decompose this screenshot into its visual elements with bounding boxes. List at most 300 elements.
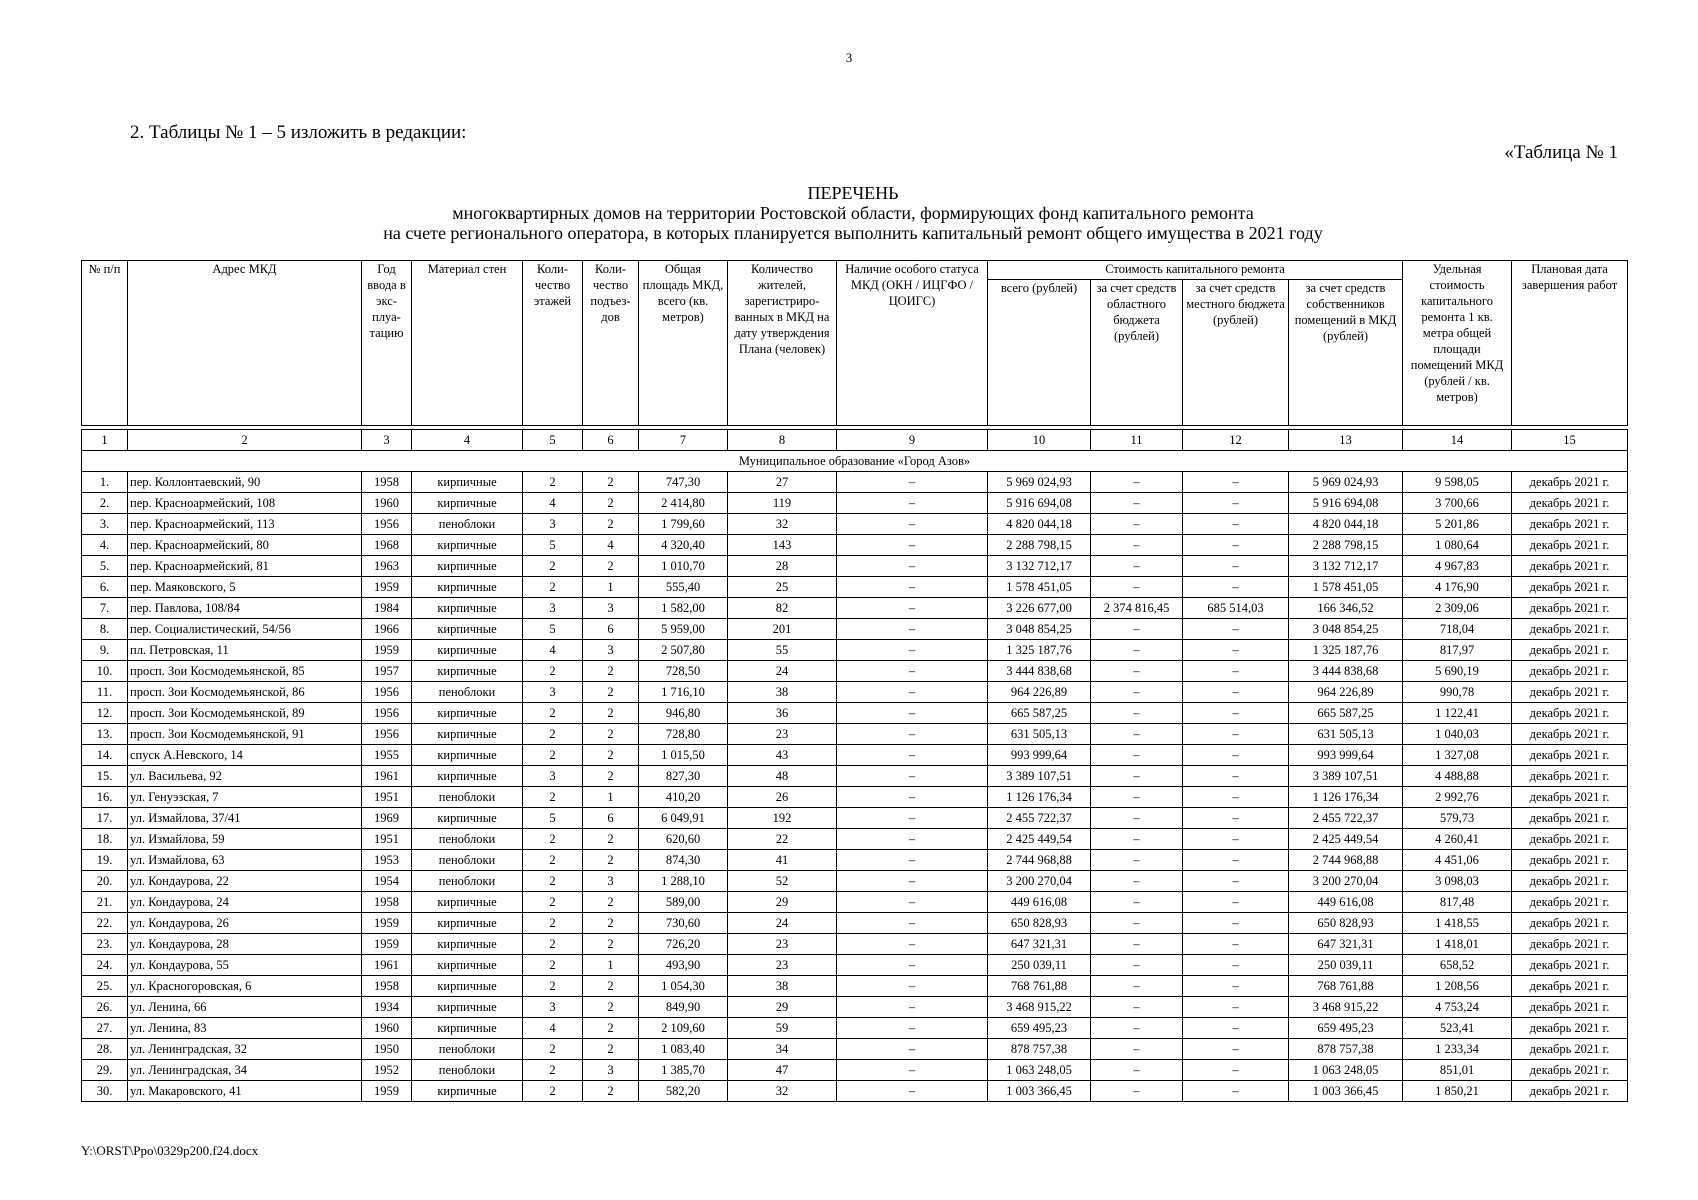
cell-residents: 25 [728,577,837,598]
cell-planned-date: декабрь 2021 г. [1512,913,1628,934]
cell-row-number: 5. [82,556,128,577]
cell-floors: 2 [523,703,583,724]
cell-total-area: 1 799,60 [639,514,728,535]
cell-year-built: 1954 [362,871,412,892]
cell-cost-owners: 2 744 968,88 [1289,850,1403,871]
cell-cost-total: 1 003 366,45 [988,1081,1091,1102]
cell-planned-date: декабрь 2021 г. [1512,640,1628,661]
cell-floors: 3 [523,598,583,619]
cell-cost-local: – [1183,556,1289,577]
cell-year-built: 1963 [362,556,412,577]
cell-entrances: 4 [583,535,639,556]
cell-residents: 201 [728,619,837,640]
cell-cost-local: – [1183,661,1289,682]
cell-year-built: 1959 [362,913,412,934]
cell-wall-material: кирпичные [412,640,523,661]
table-row [82,1081,1628,1102]
cell-planned-date: декабрь 2021 г. [1512,892,1628,913]
header-planned-date: Плановая дата завершения работ [1512,261,1628,426]
cell-wall-material: пеноблоки [412,1039,523,1060]
cell-cost-regional: – [1091,997,1183,1018]
cell-special-status: – [837,724,988,745]
cell-row-number: 7. [82,598,128,619]
cell-cost-total: 3 468 915,22 [988,997,1091,1018]
cell-year-built: 1961 [362,955,412,976]
cell-entrances: 3 [583,598,639,619]
cell-planned-date: декабрь 2021 г. [1512,787,1628,808]
cell-cost-regional: – [1091,1060,1183,1081]
cell-wall-material: кирпичные [412,766,523,787]
cell-cost-regional: – [1091,619,1183,640]
cell-cost-owners: 3 444 838,68 [1289,661,1403,682]
cell-special-status: – [837,661,988,682]
cell-entrances: 1 [583,577,639,598]
cell-cost-total: 3 132 712,17 [988,556,1091,577]
cell-cost-regional: – [1091,493,1183,514]
cell-year-built: 1951 [362,787,412,808]
cell-total-area: 410,20 [639,787,728,808]
cell-cost-local: – [1183,871,1289,892]
cell-row-number: 11. [82,682,128,703]
cell-unit-cost: 1 040,03 [1403,724,1512,745]
cell-special-status: – [837,1081,988,1102]
column-number: 13 [1289,430,1403,451]
cell-year-built: 1958 [362,976,412,997]
cell-cost-total: 659 495,23 [988,1018,1091,1039]
cell-wall-material: кирпичные [412,976,523,997]
cell-residents: 192 [728,808,837,829]
table-label: «Таблица № 1 [1504,142,1618,163]
cell-cost-regional: – [1091,766,1183,787]
cell-planned-date: декабрь 2021 г. [1512,703,1628,724]
cell-cost-total: 878 757,38 [988,1039,1091,1060]
cell-entrances: 2 [583,1081,639,1102]
cell-total-area: 728,80 [639,724,728,745]
cell-cost-total: 1 578 451,05 [988,577,1091,598]
cell-cost-total: 1 063 248,05 [988,1060,1091,1081]
cell-row-number: 21. [82,892,128,913]
cell-cost-owners: 659 495,23 [1289,1018,1403,1039]
cell-total-area: 827,30 [639,766,728,787]
cell-special-status: – [837,682,988,703]
header-floors: Коли- чество этажей [523,261,583,426]
cell-entrances: 2 [583,934,639,955]
cell-unit-cost: 4 488,88 [1403,766,1512,787]
cell-residents: 43 [728,745,837,766]
cell-year-built: 1950 [362,1039,412,1060]
cell-cost-total: 449 616,08 [988,892,1091,913]
column-number: 8 [728,430,837,451]
cell-cost-regional: – [1091,892,1183,913]
cell-cost-total: 768 761,88 [988,976,1091,997]
cell-wall-material: кирпичные [412,724,523,745]
cell-address: ул. Генуэзская, 7 [128,787,362,808]
cell-floors: 4 [523,493,583,514]
cell-residents: 29 [728,997,837,1018]
cell-cost-total: 4 820 044,18 [988,514,1091,535]
cell-cost-total: 650 828,93 [988,913,1091,934]
cell-address: ул. Кондаурова, 55 [128,955,362,976]
cell-residents: 34 [728,1039,837,1060]
cell-floors: 2 [523,1060,583,1081]
cell-cost-total: 3 389 107,51 [988,766,1091,787]
header-area: Общая площадь МКД, всего (кв. метров) [639,261,728,426]
cell-floors: 2 [523,955,583,976]
cell-cost-regional: – [1091,808,1183,829]
cell-cost-owners: 166 346,52 [1289,598,1403,619]
cell-cost-owners: 665 587,25 [1289,703,1403,724]
cell-entrances: 2 [583,493,639,514]
header-unit-cost: Удельная стоимость капитального ремонта 1 кв. метра общей площади помещений МКД (рублей / кв. метров) [1403,261,1512,426]
cell-address: ул. Васильева, 92 [128,766,362,787]
header-cost-total: всего (рублей) [988,280,1091,426]
cell-cost-owners: 449 616,08 [1289,892,1403,913]
table-row [82,724,1628,745]
cell-floors: 2 [523,472,583,493]
cell-residents: 24 [728,913,837,934]
cell-floors: 3 [523,682,583,703]
cell-floors: 2 [523,787,583,808]
intro-text: 2. Таблицы № 1 – 5 изложить в редакции: [130,122,467,143]
table-row [82,1060,1628,1081]
cell-year-built: 1956 [362,514,412,535]
cell-entrances: 1 [583,955,639,976]
cell-total-area: 1 083,40 [639,1039,728,1060]
cell-entrances: 1 [583,787,639,808]
column-number: 6 [583,430,639,451]
cell-address: ул. Кондаурова, 28 [128,934,362,955]
cell-wall-material: кирпичные [412,955,523,976]
column-number: 10 [988,430,1091,451]
cell-entrances: 2 [583,661,639,682]
cell-unit-cost: 3 098,03 [1403,871,1512,892]
cell-floors: 2 [523,661,583,682]
cell-floors: 2 [523,577,583,598]
cell-residents: 24 [728,661,837,682]
table-row [82,493,1628,514]
cell-planned-date: декабрь 2021 г. [1512,976,1628,997]
cell-year-built: 1934 [362,997,412,1018]
cell-wall-material: кирпичные [412,997,523,1018]
cell-entrances: 3 [583,640,639,661]
cell-cost-regional: 2 374 816,45 [1091,598,1183,619]
cell-year-built: 1956 [362,682,412,703]
cell-cost-owners: 2 455 722,37 [1289,808,1403,829]
cell-wall-material: кирпичные [412,808,523,829]
header-cost-local: за счет средств местного бюджета (рублей) [1183,280,1289,426]
cell-wall-material: кирпичные [412,703,523,724]
cell-cost-total: 250 039,11 [988,955,1091,976]
cell-cost-local: – [1183,472,1289,493]
cell-row-number: 26. [82,997,128,1018]
cell-special-status: – [837,535,988,556]
cell-address: пер. Красноармейский, 108 [128,493,362,514]
cell-cost-owners: 878 757,38 [1289,1039,1403,1060]
cell-year-built: 1959 [362,577,412,598]
cell-unit-cost: 2 309,06 [1403,598,1512,619]
cell-cost-local: – [1183,724,1289,745]
table-row [82,745,1628,766]
cell-year-built: 1958 [362,472,412,493]
cell-row-number: 12. [82,703,128,724]
cell-row-number: 13. [82,724,128,745]
cell-floors: 2 [523,1039,583,1060]
cell-wall-material: пеноблоки [412,682,523,703]
cell-special-status: – [837,619,988,640]
cell-cost-total: 1 325 187,76 [988,640,1091,661]
cell-year-built: 1959 [362,934,412,955]
cell-entrances: 2 [583,682,639,703]
cell-planned-date: декабрь 2021 г. [1512,556,1628,577]
cell-planned-date: декабрь 2021 г. [1512,1039,1628,1060]
cell-planned-date: декабрь 2021 г. [1512,745,1628,766]
cell-residents: 32 [728,514,837,535]
cell-year-built: 1959 [362,640,412,661]
cell-row-number: 10. [82,661,128,682]
cell-cost-local: – [1183,745,1289,766]
cell-year-built: 1984 [362,598,412,619]
cell-unit-cost: 658,52 [1403,955,1512,976]
cell-unit-cost: 4 753,24 [1403,997,1512,1018]
header-cost-owners: за счет средств собственников помещений в МКД (рублей) [1289,280,1403,426]
cell-address: ул. Красногоровская, 6 [128,976,362,997]
cell-planned-date: декабрь 2021 г. [1512,514,1628,535]
cell-entrances: 2 [583,913,639,934]
cell-total-area: 747,30 [639,472,728,493]
cell-cost-total: 647 321,31 [988,934,1091,955]
cell-total-area: 946,80 [639,703,728,724]
cell-cost-total: 2 455 722,37 [988,808,1091,829]
cell-floors: 2 [523,913,583,934]
cell-row-number: 16. [82,787,128,808]
cell-row-number: 30. [82,1081,128,1102]
cell-special-status: – [837,1039,988,1060]
cell-cost-regional: – [1091,661,1183,682]
cell-special-status: – [837,997,988,1018]
cell-special-status: – [837,892,988,913]
cell-row-number: 19. [82,850,128,871]
cell-row-number: 4. [82,535,128,556]
cell-address: ул. Измайлова, 63 [128,850,362,871]
cell-cost-regional: – [1091,1039,1183,1060]
cell-address: спуск А.Невского, 14 [128,745,362,766]
title-line-3: на счете регионального оператора, в которых планируется выполнить капитальный ремонт общего имущества в 2021 году [383,223,1323,243]
cell-unit-cost: 1 418,01 [1403,934,1512,955]
cell-unit-cost: 817,48 [1403,892,1512,913]
cell-unit-cost: 1 080,64 [1403,535,1512,556]
cell-residents: 143 [728,535,837,556]
cell-cost-local: – [1183,577,1289,598]
cell-entrances: 2 [583,976,639,997]
cell-address: пер. Маяковского, 5 [128,577,362,598]
cell-row-number: 27. [82,1018,128,1039]
cell-wall-material: пеноблоки [412,871,523,892]
cell-address: ул. Измайлова, 59 [128,829,362,850]
cell-floors: 2 [523,850,583,871]
cell-cost-regional: – [1091,934,1183,955]
cell-wall-material: кирпичные [412,934,523,955]
cell-total-area: 2 507,80 [639,640,728,661]
cell-total-area: 1 385,70 [639,1060,728,1081]
table-row [82,598,1628,619]
cell-address: ул. Ленина, 66 [128,997,362,1018]
cell-special-status: – [837,640,988,661]
cell-cost-regional: – [1091,850,1183,871]
cell-unit-cost: 3 700,66 [1403,493,1512,514]
cell-cost-local: – [1183,913,1289,934]
cell-residents: 52 [728,871,837,892]
cell-address: пер. Коллонтаевский, 90 [128,472,362,493]
cell-wall-material: кирпичные [412,892,523,913]
table-row [82,934,1628,955]
cell-cost-local: – [1183,619,1289,640]
cell-planned-date: декабрь 2021 г. [1512,472,1628,493]
cell-cost-regional: – [1091,787,1183,808]
cell-cost-owners: 250 039,11 [1289,955,1403,976]
cell-year-built: 1960 [362,493,412,514]
cell-wall-material: кирпичные [412,1018,523,1039]
cell-cost-local: – [1183,829,1289,850]
header-year: Год ввода в экс- плуа- тацию [362,261,412,426]
cell-residents: 29 [728,892,837,913]
cell-cost-owners: 1 325 187,76 [1289,640,1403,661]
cell-planned-date: декабрь 2021 г. [1512,577,1628,598]
cell-special-status: – [837,703,988,724]
cell-total-area: 1 582,00 [639,598,728,619]
cell-planned-date: декабрь 2021 г. [1512,808,1628,829]
cell-row-number: 17. [82,808,128,829]
cell-address: пер. Социалистический, 54/56 [128,619,362,640]
cell-row-number: 22. [82,913,128,934]
cell-address: ул. Кондаурова, 24 [128,892,362,913]
table-row [82,766,1628,787]
cell-floors: 3 [523,997,583,1018]
table-row [82,640,1628,661]
cell-special-status: – [837,913,988,934]
column-number: 12 [1183,430,1289,451]
cell-year-built: 1957 [362,661,412,682]
cell-unit-cost: 5 690,19 [1403,661,1512,682]
cell-cost-regional: – [1091,472,1183,493]
table-row [82,997,1628,1018]
cell-residents: 27 [728,472,837,493]
cell-floors: 2 [523,829,583,850]
cell-residents: 32 [728,1081,837,1102]
cell-entrances: 2 [583,472,639,493]
cell-unit-cost: 851,01 [1403,1060,1512,1081]
cell-residents: 41 [728,850,837,871]
page-number: 3 [845,50,853,65]
cell-residents: 38 [728,682,837,703]
cell-unit-cost: 1 233,34 [1403,1039,1512,1060]
cell-cost-owners: 4 820 044,18 [1289,514,1403,535]
cell-wall-material: кирпичные [412,661,523,682]
cell-cost-regional: – [1091,682,1183,703]
cell-total-area: 620,60 [639,829,728,850]
cell-total-area: 1 015,50 [639,745,728,766]
table-row [82,556,1628,577]
cell-residents: 28 [728,556,837,577]
cell-cost-local: – [1183,514,1289,535]
cell-floors: 5 [523,619,583,640]
cell-wall-material: кирпичные [412,472,523,493]
cell-entrances: 2 [583,829,639,850]
cell-planned-date: декабрь 2021 г. [1512,997,1628,1018]
cell-entrances: 2 [583,745,639,766]
cell-year-built: 1966 [362,619,412,640]
cell-cost-total: 2 744 968,88 [988,850,1091,871]
cell-address: просп. Зои Космодемьянской, 89 [128,703,362,724]
cell-unit-cost: 2 992,76 [1403,787,1512,808]
cell-special-status: – [837,829,988,850]
cell-year-built: 1953 [362,850,412,871]
cell-unit-cost: 5 201,86 [1403,514,1512,535]
cell-unit-cost: 4 451,06 [1403,850,1512,871]
cell-special-status: – [837,472,988,493]
cell-residents: 23 [728,724,837,745]
cell-row-number: 9. [82,640,128,661]
cell-year-built: 1969 [362,808,412,829]
cell-unit-cost: 1 418,55 [1403,913,1512,934]
cell-planned-date: декабрь 2021 г. [1512,682,1628,703]
cell-special-status: – [837,556,988,577]
document-title [80,183,1626,243]
title-line-1: ПЕРЕЧЕНЬ [807,183,899,203]
table-body [82,472,1628,1102]
table-row [82,955,1628,976]
header-cost-regional: за счет средств областного бюджета (рублей) [1091,280,1183,426]
column-number: 2 [128,430,362,451]
cell-entrances: 3 [583,871,639,892]
cell-special-status: – [837,976,988,997]
cell-entrances: 2 [583,556,639,577]
cell-floors: 3 [523,766,583,787]
table-row [82,661,1628,682]
cell-address: просп. Зои Космодемьянской, 86 [128,682,362,703]
cell-special-status: – [837,808,988,829]
cell-cost-total: 5 969 024,93 [988,472,1091,493]
table-row [82,892,1628,913]
cell-unit-cost: 1 208,56 [1403,976,1512,997]
cell-special-status: – [837,745,988,766]
cell-entrances: 2 [583,766,639,787]
cell-cost-total: 2 288 798,15 [988,535,1091,556]
cell-cost-owners: 3 389 107,51 [1289,766,1403,787]
cell-wall-material: пеноблоки [412,787,523,808]
cell-cost-total: 2 425 449,54 [988,829,1091,850]
cell-address: ул. Измайлова, 37/41 [128,808,362,829]
cell-cost-owners: 768 761,88 [1289,976,1403,997]
cell-cost-regional: – [1091,535,1183,556]
cell-planned-date: декабрь 2021 г. [1512,934,1628,955]
header-residents: Количество жителей, зарегистриро- ванных в МКД на дату утверждения Плана (человек) [728,261,837,426]
cell-special-status: – [837,850,988,871]
cell-cost-total: 964 226,89 [988,682,1091,703]
cell-special-status: – [837,514,988,535]
cell-row-number: 20. [82,871,128,892]
cell-year-built: 1956 [362,703,412,724]
cell-planned-date: декабрь 2021 г. [1512,1060,1628,1081]
cell-cost-owners: 1 126 176,34 [1289,787,1403,808]
cell-residents: 38 [728,976,837,997]
cell-cost-total: 1 126 176,34 [988,787,1091,808]
cell-cost-total: 3 226 677,00 [988,598,1091,619]
column-number: 3 [362,430,412,451]
cell-year-built: 1968 [362,535,412,556]
cell-residents: 47 [728,1060,837,1081]
cell-entrances: 2 [583,1018,639,1039]
table-row [82,514,1628,535]
